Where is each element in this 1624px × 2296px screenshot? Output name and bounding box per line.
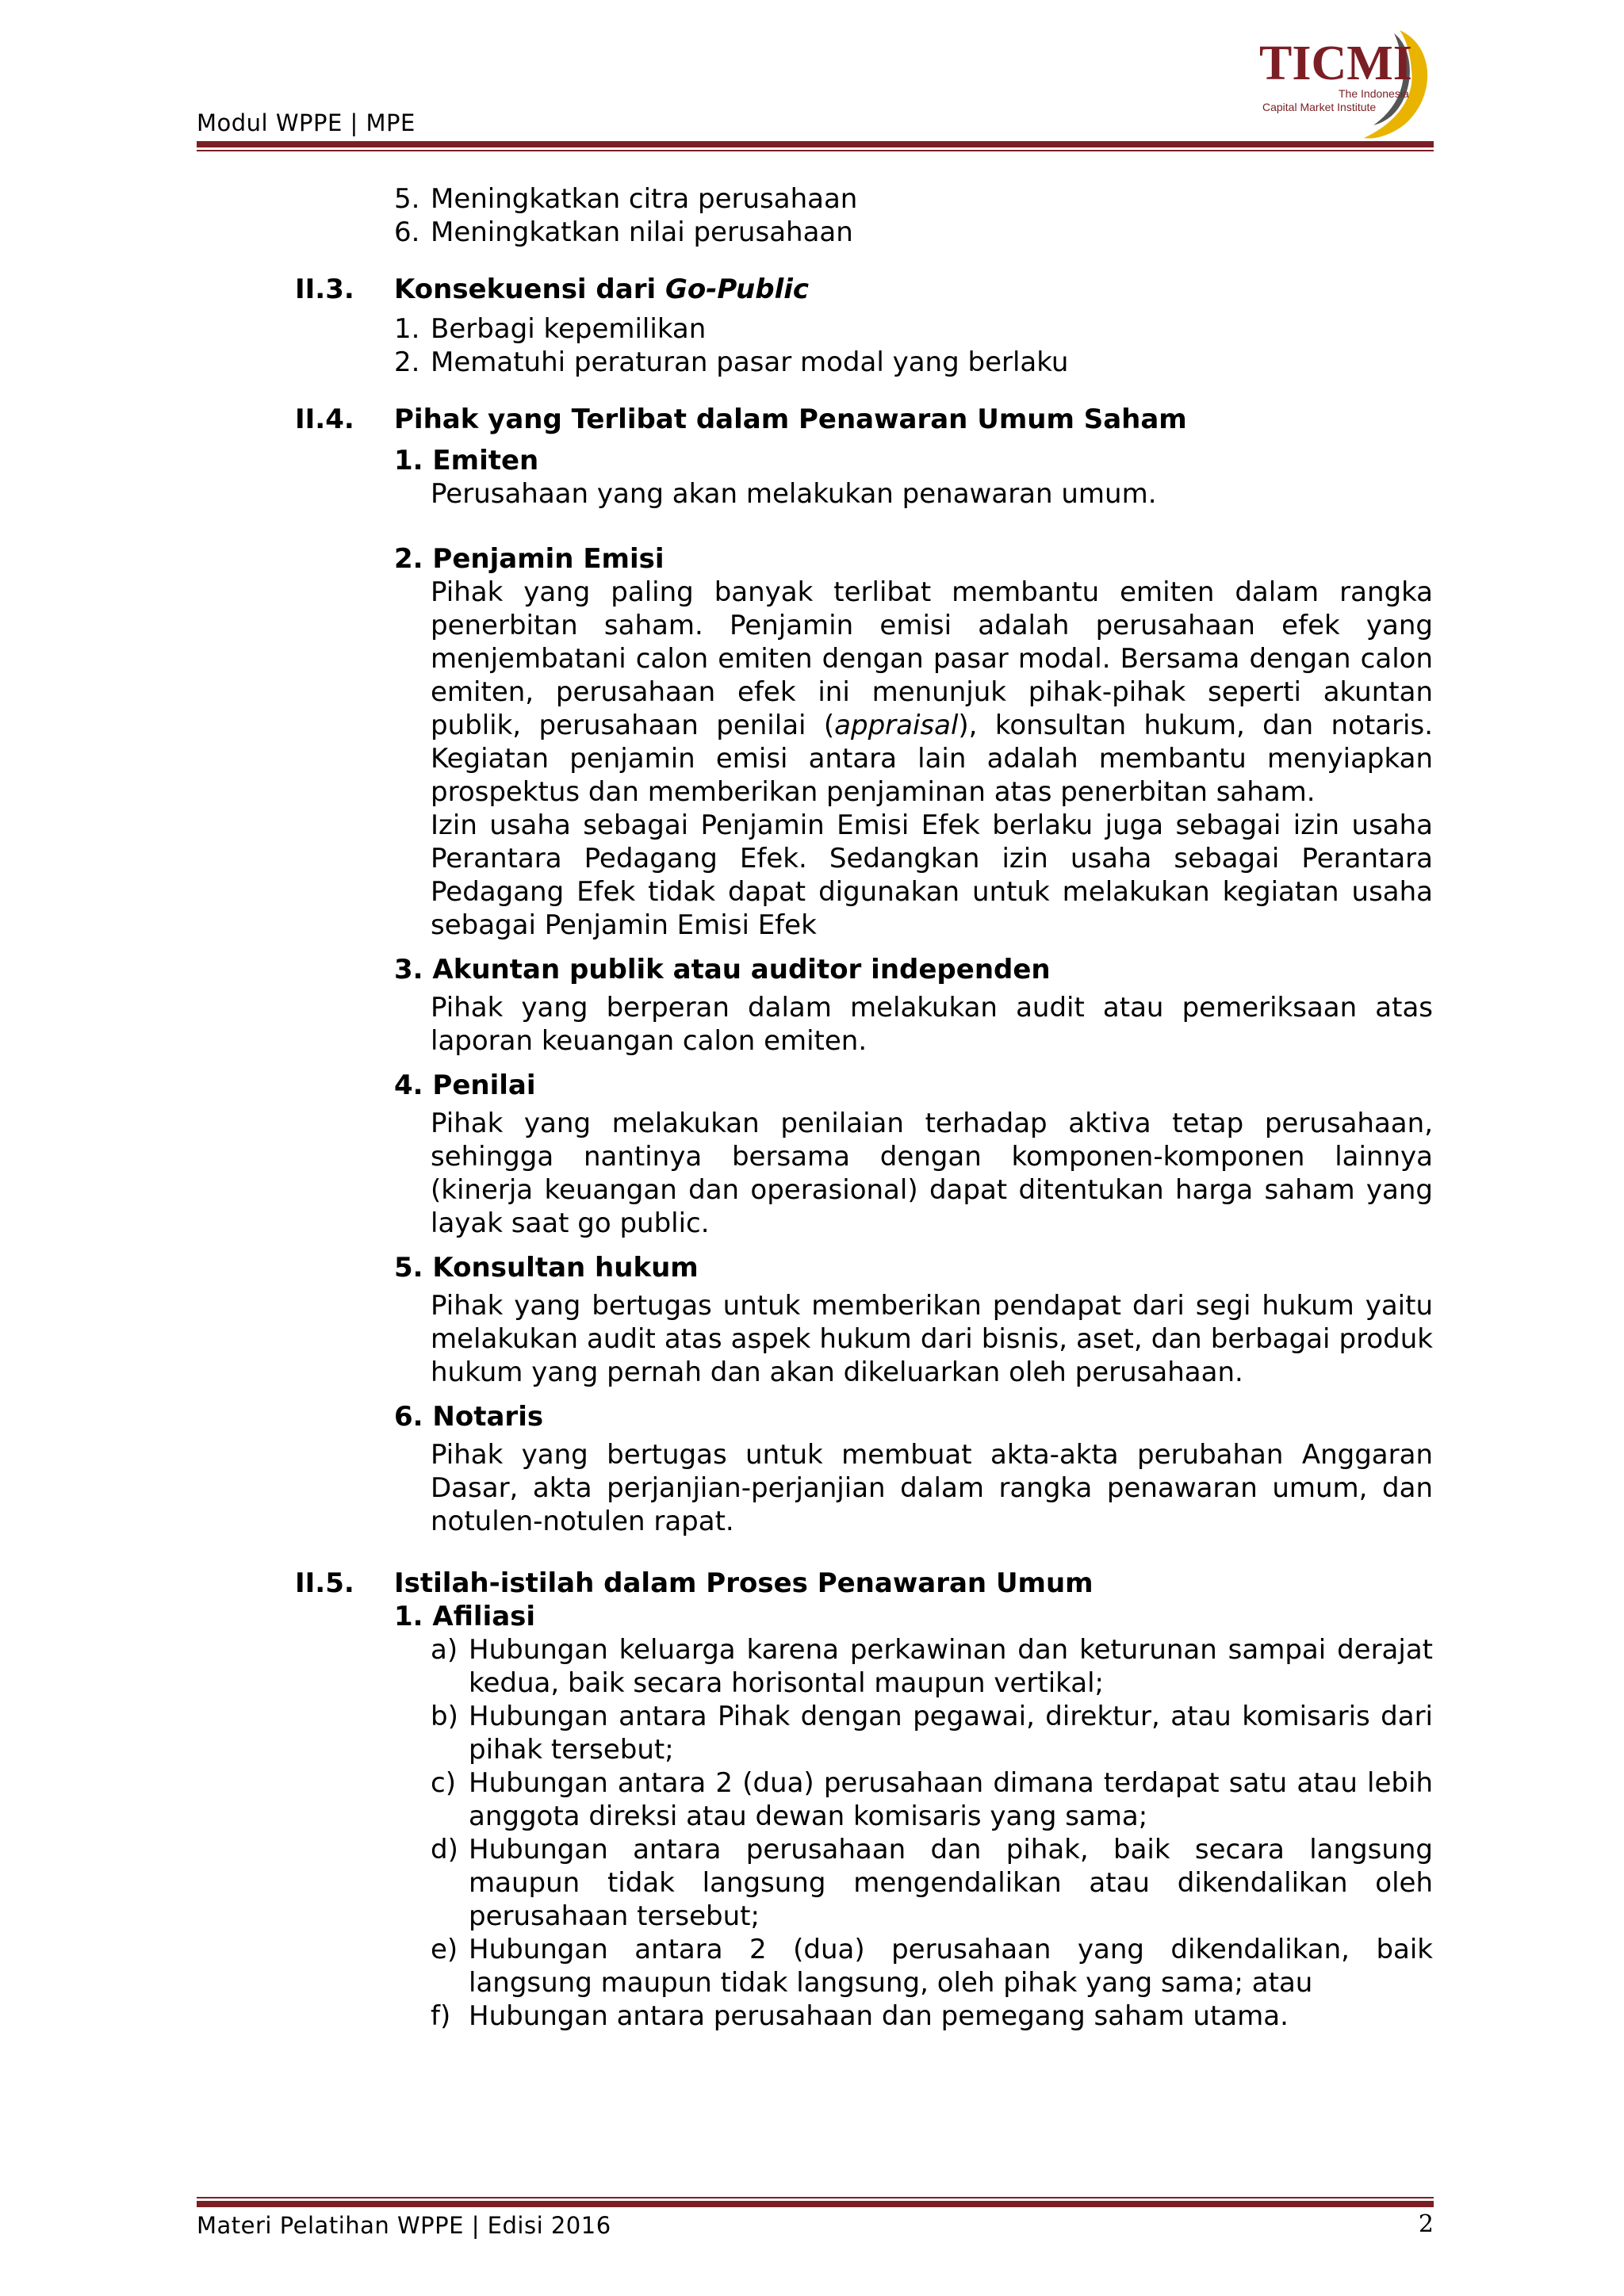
list-item: f) Hubungan antara perusahaan dan pemegang saham utama. [431, 2000, 1289, 2032]
page-number: 2 [1418, 2210, 1434, 2238]
intro-list [394, 182, 1433, 249]
section-2-3-list [394, 312, 1433, 379]
list-item: 2. Mematuhi peraturan pasar modal yang berlaku [394, 346, 1069, 378]
header-divider [197, 141, 1434, 151]
subheading-akuntan-publik: 3. Akuntan publik atau auditor independen [394, 954, 1051, 985]
list-item: c) Hubungan antara 2 (dua) perusahaan dimana terdapat satu atau lebih anggota direksi atau dewan komisaris yang sama; [431, 1767, 1433, 1832]
paragraph: Perusahaan yang akan melakukan penawaran umum. [431, 478, 1157, 510]
paragraph: Pihak yang paling banyak terlibat membantu emiten dalam rangka penerbitan saham. Penjamin emisi adalah perusahaan efek yang menjembatani calon emiten dengan pasar modal. Bersama dengan calon emiten, perusahaan efek ini menunjuk pihak-pihak seperti akuntan publik, perusahaan penilai (appraisal), konsultan hukum, dan notaris. Kegiatan penjamin emisi antara lain adalah membantu menyiapkan prospektus dan memberikan penjaminan atas penerbitan saham. [431, 576, 1434, 808]
footer-divider [197, 2197, 1434, 2207]
subheading-penilai: 4. Penilai [394, 1070, 536, 1101]
list-item: 5. Meningkatkan citra perusahaan [394, 183, 858, 215]
paragraph: Pihak yang melakukan penilaian terhadap aktiva tetap perusahaan, sehingga nantinya bersama dengan komponen-komponen lainnya (kinerja keuangan dan operasional) dapat ditentukan harga saham yang layak saat go public. [431, 1108, 1433, 1239]
list-item: e) Hubungan antara 2 (dua) perusahaan yang dikendalikan, baik langsung maupun tidak langsung, oleh pihak yang sama; atau [431, 1934, 1433, 1999]
list-item: 6. Meningkatkan nilai perusahaan [394, 216, 853, 248]
paragraph: Pihak yang berperan dalam melakukan audit atau pemeriksaan atas laporan keuangan calon emiten. [431, 992, 1433, 1057]
list-item: d) Hubungan antara perusahaan dan pihak, baik secara langsung maupun tidak langsung mengendalikan atau dikendalikan oleh perusahaan tersebut; [431, 1834, 1433, 1932]
section-2-5-body [394, 1600, 1433, 2033]
section-heading-2-3: II.3. Konsekuensi dari Go-Public [295, 274, 810, 305]
paragraph: Pihak yang bertugas untuk memberikan pendapat dari segi hukum yaitu melakukan audit atas aspek hukum dari bisnis, aset, dan berbagai produk hukum yang pernah dan akan dikeluarkan oleh perusahaan. [431, 1290, 1433, 1388]
list-item: b) Hubungan antara Pihak dengan pegawai, direktur, atau komisaris dari pihak tersebut; [431, 1701, 1433, 1766]
list-item: 1. Berbagi kepemilikan [394, 313, 707, 345]
logo-sub-1: The Indonesia [1339, 87, 1409, 100]
list-item: a) Hubungan keluarga karena perkawinan dan keturunan sampai derajat kedua, baik secara horisontal maupun vertikal; [431, 1634, 1433, 1699]
section-2-4-body [394, 444, 1433, 1538]
section-heading-2-5: II.5. Istilah-istilah dalam Proses Penawaran Umum [295, 1567, 1094, 1599]
subheading-konsultan-hukum: 5. Konsultan hukum [394, 1252, 699, 1284]
paragraph: Izin usaha sebagai Penjamin Emisi Efek berlaku juga sebagai izin usaha Perantara Pedagang Efek. Sedangkan izin usaha sebagai Perantara Pedagang Efek tidak dapat digunakan untuk melakukan kegiatan usaha sebagai Penjamin Emisi Efek [431, 809, 1433, 941]
footer-text: Materi Pelatihan WPPE | Edisi 2016 [197, 2212, 611, 2239]
afiliasi-list [431, 1633, 1433, 2033]
ticmi-logo [1253, 22, 1435, 141]
document-body [295, 182, 1433, 2033]
logo-text: TICMI [1259, 36, 1412, 90]
subheading-afiliasi: 1. Afiliasi [394, 1601, 536, 1632]
subheading-penjamin-emisi: 2. Penjamin Emisi [394, 543, 665, 575]
paragraph: Pihak yang bertugas untuk membuat akta-akta perubahan Anggaran Dasar, akta perjanjian-perjanjian dalam rangka penawaran umum, dan notulen-notulen rapat. [431, 1439, 1433, 1537]
header-module-title: Modul WPPE | MPE [197, 109, 416, 136]
logo-sub-2: Capital Market Institute [1262, 101, 1377, 113]
subheading-notaris: 6. Notaris [394, 1401, 544, 1433]
subheading-emiten: 1. Emiten [394, 445, 539, 476]
section-heading-2-4: II.4. Pihak yang Terlibat dalam Penawaran Umum Saham [295, 404, 1187, 435]
